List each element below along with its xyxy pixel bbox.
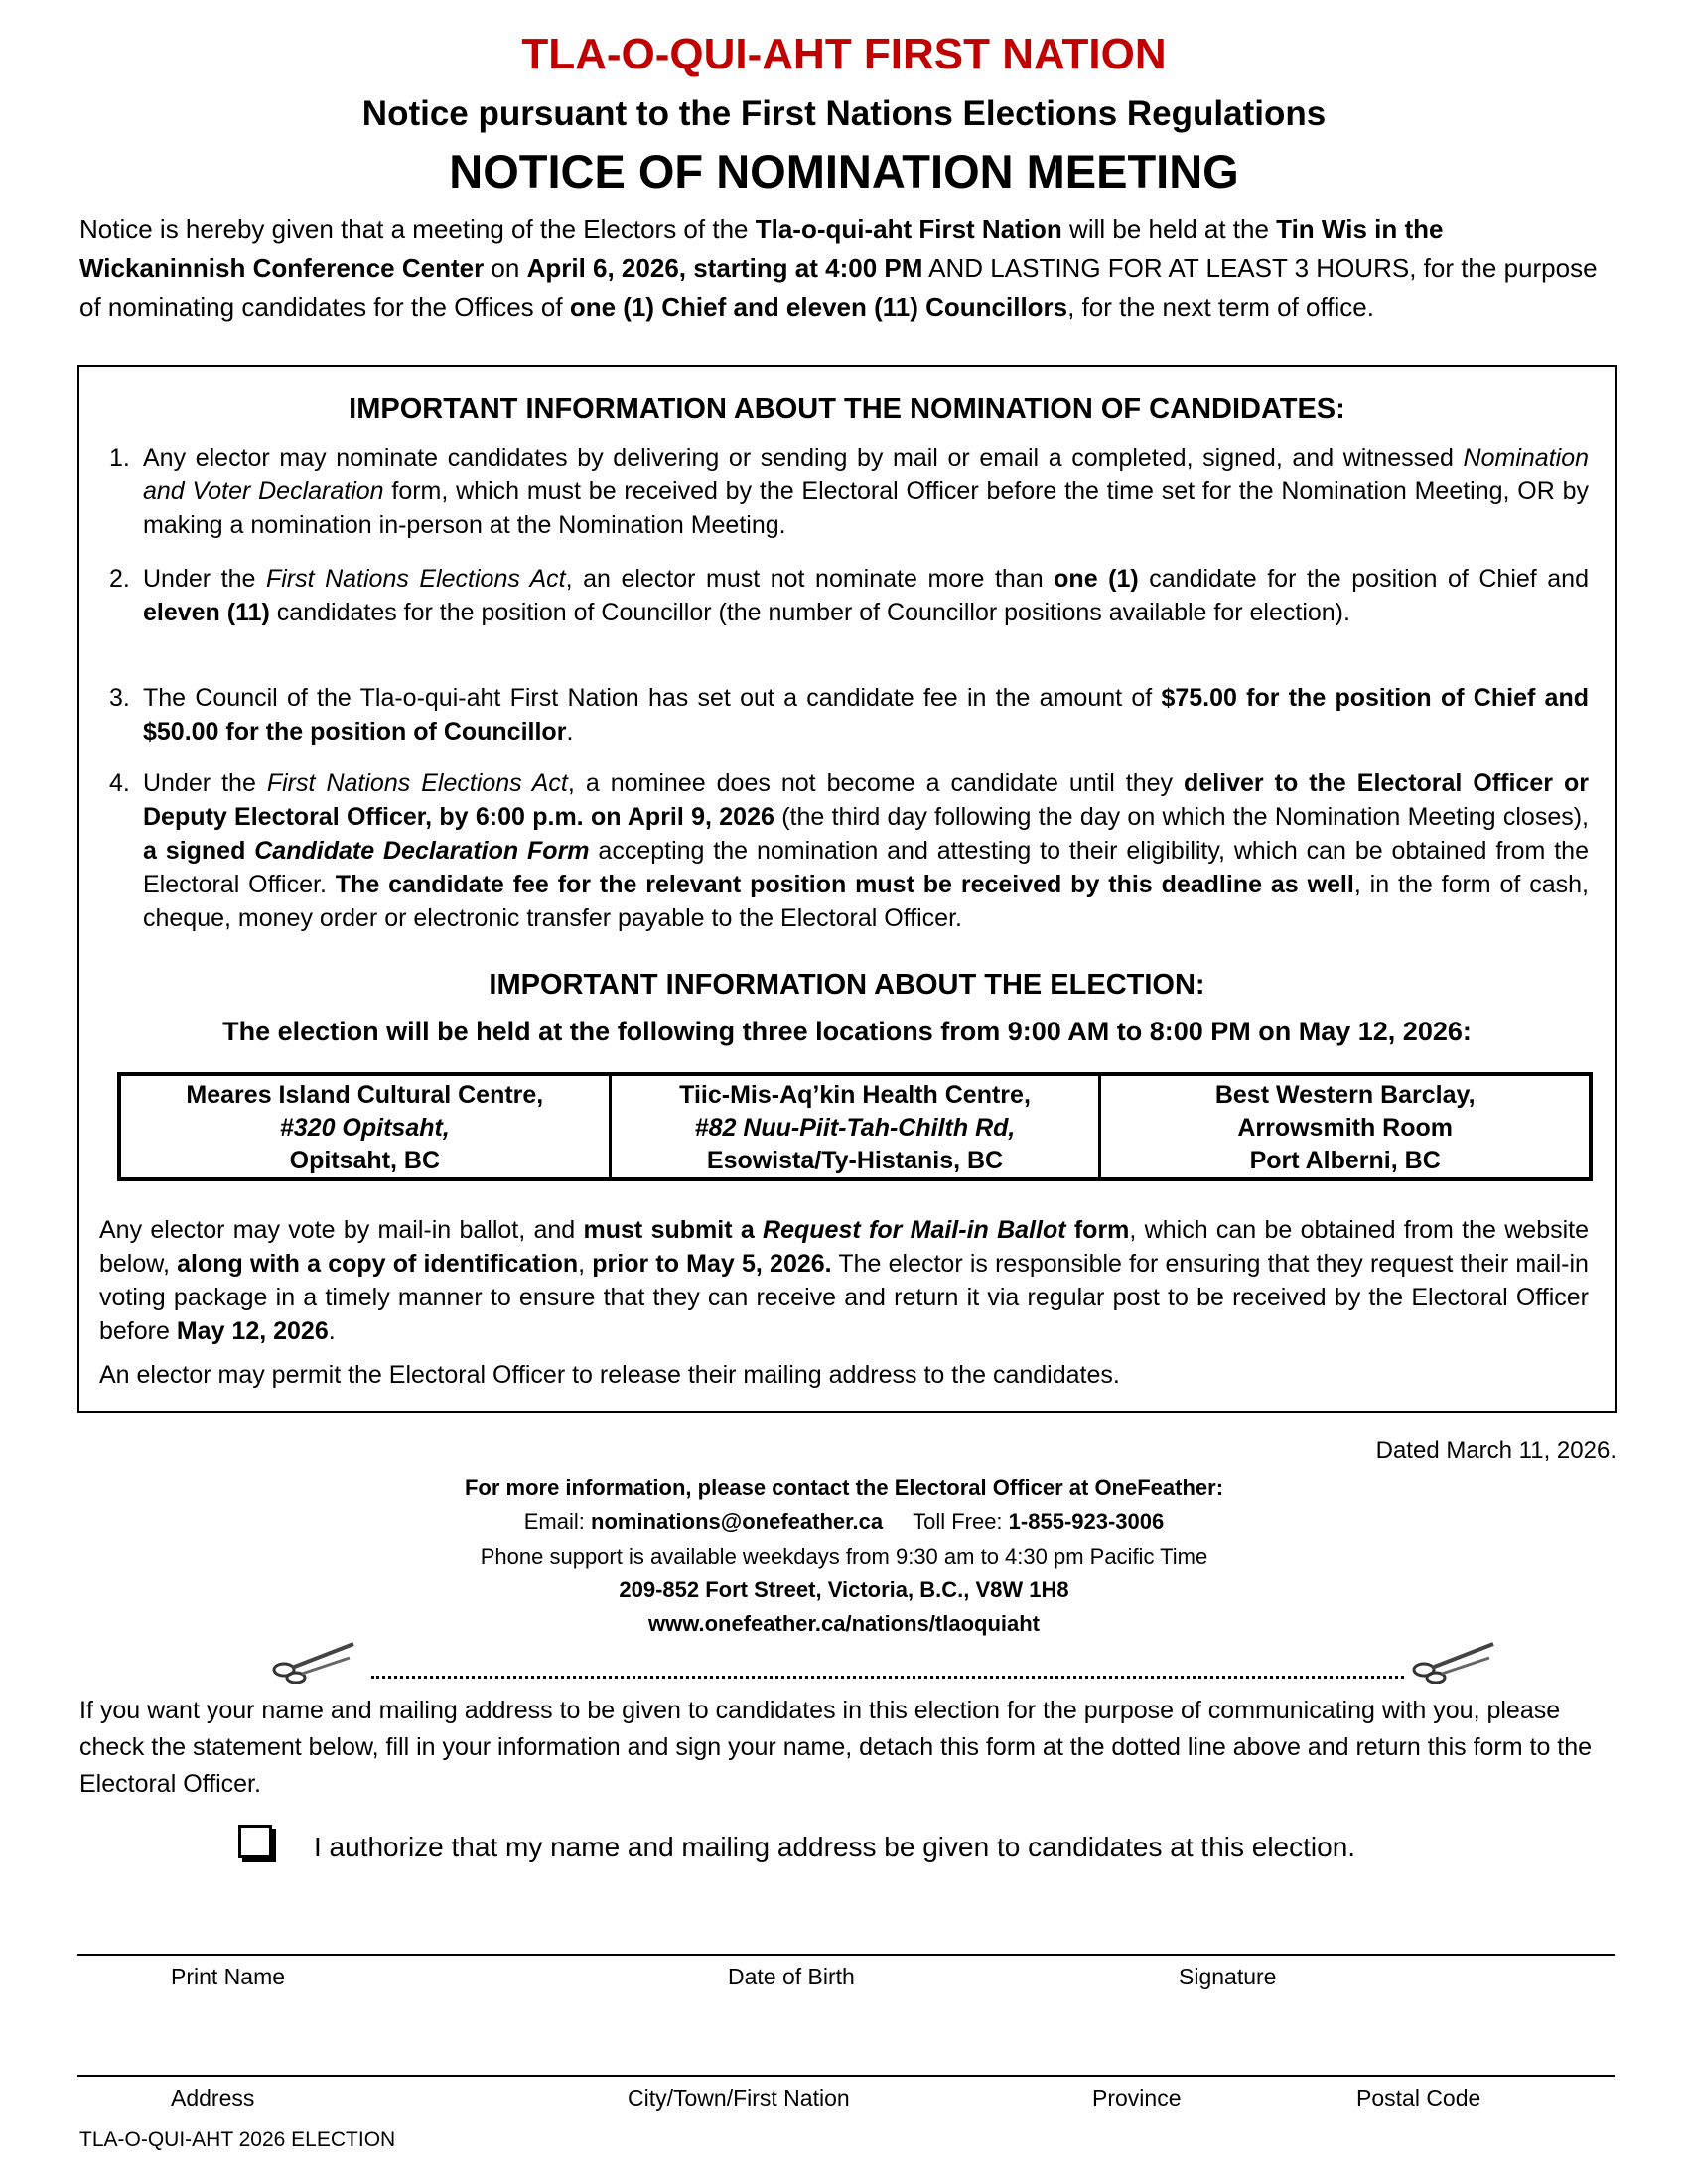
release-paragraph: An elector may permit the Electoral Officer to release their mailing address to the candidates.: [99, 1361, 1120, 1389]
city-label: City/Town/First Nation: [628, 2085, 850, 2111]
footer-text: TLA-O-QUI-AHT 2026 ELECTION: [79, 2128, 396, 2151]
address-line[interactable]: [77, 2075, 1615, 2077]
website-link[interactable]: www.onefeather.ca/nations/tlaoquiaht: [647, 1611, 1041, 1636]
print-name-label: Print Name: [171, 1964, 286, 1989]
mail-in-paragraph: Any elector may vote by mail-in ballot, and must submit a Request for Mail-in Ballot form, which can be obtained from the website below, along with a copy of identification, prior to May 5, 2026. The elector is responsible for ensuring that they request their mail-in voting package in a timely manner to ensure that they can receive and return it via regular post to be received by the Electoral Officer before May 12, 2026.: [99, 1216, 1590, 1345]
toll-free-number: 1-855-923-3006: [1008, 1509, 1165, 1534]
province-label: Province: [1092, 2085, 1182, 2111]
intro-paragraph: Notice is hereby given that a meeting of the Electors of the Tla-o-qui-aht First Nation will be held at the Tin Wis in the Wickaninnish Conference Center on April 6, 2026, starting at 4:00 PM AND LASTING FOR AT LEAST 3 HOURS, for the purpose of nominating candidates for the Offices of one (1) Chief and eleven (11) Councillors, for the next term of office.: [79, 214, 1598, 322]
election-heading: IMPORTANT INFORMATION ABOUT THE ELECTION:: [489, 969, 1205, 1001]
email-link[interactable]: nominations@onefeather.ca: [591, 1509, 884, 1534]
dob-label: Date of Birth: [728, 1964, 855, 1989]
signature-label: Signature: [1179, 1964, 1277, 1989]
page-heading: NOTICE OF NOMINATION MEETING: [449, 145, 1239, 198]
phone-support: Phone support is available weekdays from 9:30 am to 4:30 pm Pacific Time: [480, 1544, 1208, 1569]
contact-heading: For more information, please contact the Electoral Officer at OneFeather:: [464, 1475, 1224, 1500]
signature-line[interactable]: [77, 1954, 1615, 1956]
dated-text: Dated March 11, 2026.: [1375, 1437, 1617, 1464]
nomination-item-2: 2. Under the First Nations Elections Act, an elector must not nominate more than one (1) candidate for the position of Chief and eleven (11) candidates for the position of Councillor (the number of Councillor positions available for election).: [109, 565, 1589, 626]
nomination-item-3: 3. The Council of the Tla-o-qui-aht First Nation has set out a candidate fee in the amount of $75.00 for the position of Chief and $50.00 for the position of Councillor.: [109, 684, 1589, 746]
nomination-heading: IMPORTANT INFORMATION ABOUT THE NOMINATION OF CANDIDATES:: [349, 393, 1345, 425]
contact-address: 209-852 Fort Street, Victoria, B.C., V8W 1H8: [619, 1577, 1069, 1602]
contact-email-phone: Email: nominations@onefeather.ca Toll Free: 1-855-923-3006: [523, 1509, 1165, 1534]
notice-subtitle: Notice pursuant to the First Nations Elections Regulations: [361, 94, 1327, 133]
address-label: Address: [171, 2085, 255, 2111]
location-cell: Tiic-Mis-Aq’kin Health Centre, #82 Nuu-Piit-Tah-Chilth Rd, Esowista/Ty-Histanis, BC: [609, 1076, 1099, 1177]
location-cell: Best Western Barclay, Arrowsmith Room Port Alberni, BC: [1098, 1076, 1589, 1177]
locations-table: [117, 1072, 1593, 1181]
org-title: TLA-O-QUI-AHT FIRST NATION: [521, 30, 1167, 78]
scissors-icon: [1410, 1640, 1495, 1684]
nomination-item-4: 4. Under the First Nations Elections Act, a nominee does not become a candidate until they deliver to the Electoral Officer or Deputy Electoral Officer, by 6:00 p.m. on April 9, 2026 (the third day following the day on which the Nomination Meeting closes), a signed Candidate Declaration Form accepting the nomination and attesting to their eligibility, which can be obtained from the Electoral Officer. The candidate fee for the relevant position must be received by this deadline as well, in the form of cash, cheque, money order or electronic transfer payable to the Electoral Officer.: [109, 769, 1589, 932]
nomination-item-1: 1. Any elector may nominate candidates by delivering or sending by mail or email a completed, signed, and witnessed Nomination and Voter Declaration form, which must be received by the Electoral Officer before the time set for the Nomination Meeting, OR by making a nomination in-person at the Nomination Meeting.: [109, 444, 1589, 539]
scissors-icon: [270, 1640, 355, 1684]
location-cell: Meares Island Cultural Centre, #320 Opitsaht, Opitsaht, BC: [186, 1081, 544, 1174]
authorize-checkbox[interactable]: [238, 1825, 272, 1858]
cut-line: [371, 1676, 1404, 1679]
detach-paragraph: If you want your name and mailing address to be given to candidates in this election for the purpose of communicating with you, please check the statement below, fill in your information and sign your name, detach this form at the dotted line above and return this form to the Electoral Officer.: [79, 1697, 1593, 1798]
election-subheading: The election will be held at the following three locations from 9:00 AM to 8:00 PM on May 12, 2026:: [222, 1017, 1472, 1046]
authorize-statement: I authorize that my name and mailing address be given to candidates at this election.: [314, 1832, 1356, 1862]
postal-code-label: Postal Code: [1356, 2085, 1481, 2111]
